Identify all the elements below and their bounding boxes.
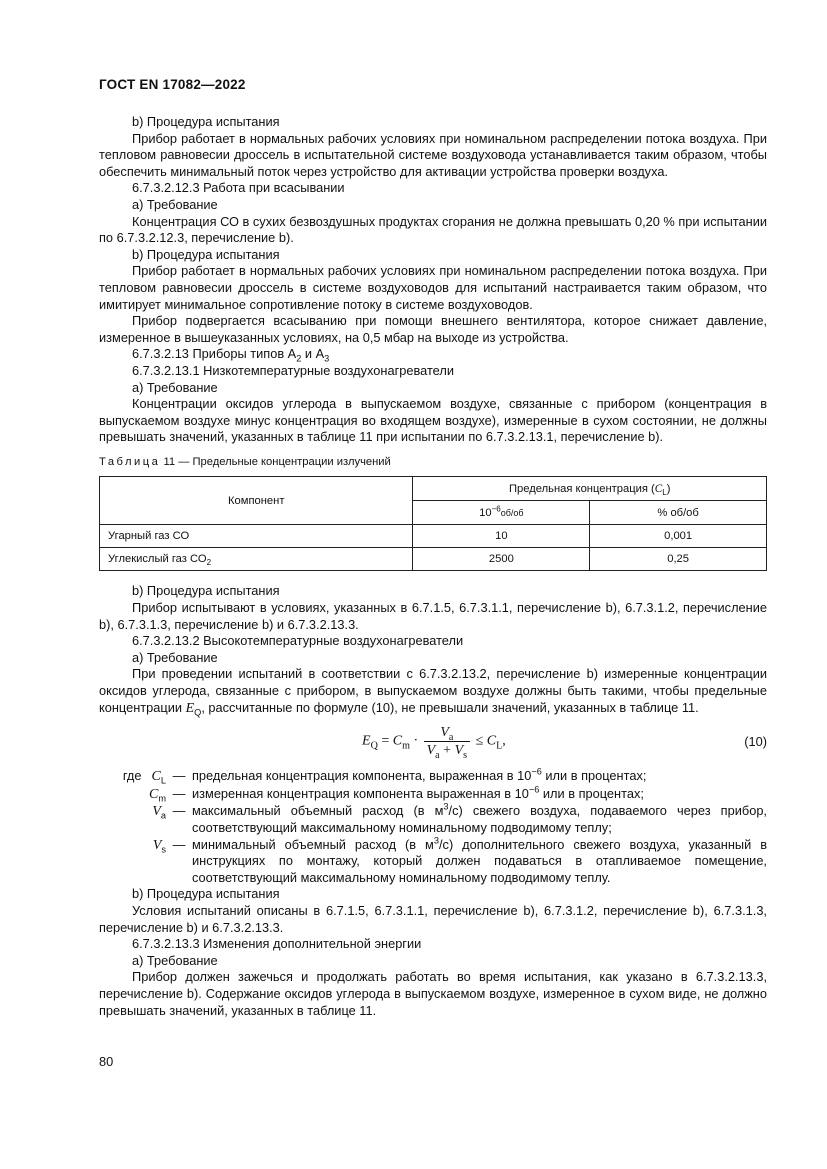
document-header: ГОСТ EN 17082—2022 <box>99 77 246 92</box>
paragraph: Прибор должен зажечься и продолжать работать во время испытания, как указано в 6.7.3.2.13.3, перечисление b). Содержание оксидов углерода в выпускаемом воздухе, измеренное в сухом виде, не должно превышать значений, указанных в таблице 11. <box>99 969 767 1018</box>
paragraph: b) Процедура испытания <box>132 246 280 262</box>
paragraph: a) Требование <box>132 379 218 395</box>
cell-ppm: 10 <box>413 525 590 548</box>
section-heading: 6.7.3.2.13.3 Изменения дополнительной энергии <box>132 936 422 952</box>
definition-item: где $C_L$ — предельная концентрация компонента, выраженная в $10^{-6}$ или в процентах; <box>122 766 647 786</box>
table-row <box>100 548 767 571</box>
cell-component: Углекислый газ $СО_2$ <box>100 548 413 571</box>
paragraph: При проведении испытаний в соответствии с 6.7.3.2.13.2, перечисление b) измеренные концентрации оксидов углерода, связанные с прибором, в выпускаемом воздухе должны быть такими, чтобы предельные концентрации $E_Q$, рассчитанные по формуле (10), не превышали значений, указанных в таблице 11. <box>99 666 767 718</box>
cell-component: Угарный газ СО <box>100 525 413 548</box>
page-body <box>99 114 767 1019</box>
definition-item: $C_m$ — измеренная концентрация компонента выраженная в $10^{-6}$ или в процентах; <box>148 784 644 804</box>
col-header-limit: Предельная концентрация $(C_L)$ <box>413 477 767 501</box>
section-heading: 6.7.3.2.13.1 Низкотемпературные воздухонагреватели <box>132 362 454 378</box>
paragraph: Концентрации оксидов углерода в выпускаемом воздухе, связанные с прибором (концентрация в выпускаемом воздухе минус концентрация во входящем воздухе), измеренные в сухом состоянии, не должны превышать значений, указанных в таблице 11 при испытании по 6.7.3.2.13.1, перечисление b). <box>99 396 767 445</box>
cell-ppm: 2500 <box>413 548 590 571</box>
paragraph: b) Процедура испытания <box>132 114 280 129</box>
formula-number: (10) <box>744 734 767 750</box>
paragraph: Концентрация СО в сухих безвоздушных продуктах сгорания не должна превышать 0,20 % при испытании по 6.7.3.2.12.3, перечисление b). <box>99 213 767 246</box>
paragraph: Условия испытаний описаны в 6.7.1.5, 6.7.3.1.1, перечисление b), 6.7.3.1.2, перечисление b), 6.7.3.1.3, перечисление b) и 6.7.3.2.13.3. <box>99 902 767 935</box>
cell-percent: 0,001 <box>590 525 767 548</box>
paragraph: b) Процедура испытания <box>132 583 280 599</box>
section-heading: 6.7.3.2.12.3 Работа при всасывании <box>132 180 345 196</box>
paragraph: a) Требование <box>132 196 218 212</box>
cell-percent: 0,25 <box>590 548 767 571</box>
section-heading: 6.7.3.2.13.2 Высокотемпературные воздухонагреватели <box>132 633 464 649</box>
section-heading: 6.7.3.2.13 Приборы типов $A_2$ и $A_3$ <box>132 346 330 364</box>
col-header-component: Компонент <box>100 477 413 525</box>
page-number: 80 <box>99 1054 114 1069</box>
formula-10 <box>99 720 767 764</box>
formula-expression: $E_Q = C_m$ · $\frac{V_a}{V_a + V_s}$ ≤ $C_L$, <box>362 725 506 762</box>
paragraph: Прибор работает в нормальных рабочих условиях при номинальном распределении потока воздуха. При тепловом равновесии дроссель в системе воздуховодов для испытаний настраивается таким образом, что имитирует минимальное сопротивление потоку в системе воздуховодов. <box>99 263 767 312</box>
paragraph: b) Процедура испытания <box>132 886 280 902</box>
formula-fraction: $\frac{V_a}{V_a + V_s}$ <box>424 724 470 759</box>
paragraph: a) Требование <box>132 649 218 665</box>
paragraph: Прибор работает в нормальных рабочих условиях при номинальном распределении потока воздуха. При тепловом равновесии дроссель в испытательной системе воздуховода устанавливается таким образом, чтобы обеспечить минимальный поток через устройство для активации устройства проверки воздуха. <box>99 130 767 179</box>
col-header-unit-percent: % об/об <box>590 501 767 525</box>
limits-table <box>99 476 767 571</box>
symbol-definitions <box>99 768 767 886</box>
definition-item: $V_a$ — максимальный объемный расход (в $м^3/с$) свежего воздуха, подаваемого через прибор, соответствующий максимальному номинальному подводимому теплу; <box>152 802 767 835</box>
table-row <box>100 525 767 548</box>
paragraph: Прибор подвергается всасыванию при помощи внешнего вентилятора, которое снижает давление, измеренное в вышеуказанных условиях, на 0,5 мбар на выходе из устройства. <box>99 313 767 345</box>
paragraph: Прибор испытывают в условиях, указанных в 6.7.1.5, 6.7.3.1.1, перечисление b), 6.7.3.1.2, перечисление b), 6.7.3.1.3, перечисление b) и 6.7.3.2.13.3. <box>99 600 767 632</box>
paragraph: a) Требование <box>132 952 218 968</box>
col-header-unit-ppm: $10^{-6}об/об$ <box>413 501 590 525</box>
table-caption: Таблица 11 — Предельные концентрации излучений <box>99 455 391 468</box>
definition-item: $V_s$ — минимальный объемный расход (в $м^3/с$) дополнительного свежего воздуха, указанный в инструкциях по монтажу, который должен подаваться в отапливаемое помещение, соответствующий максимальному номинальному подводимому теплу. <box>152 835 767 885</box>
